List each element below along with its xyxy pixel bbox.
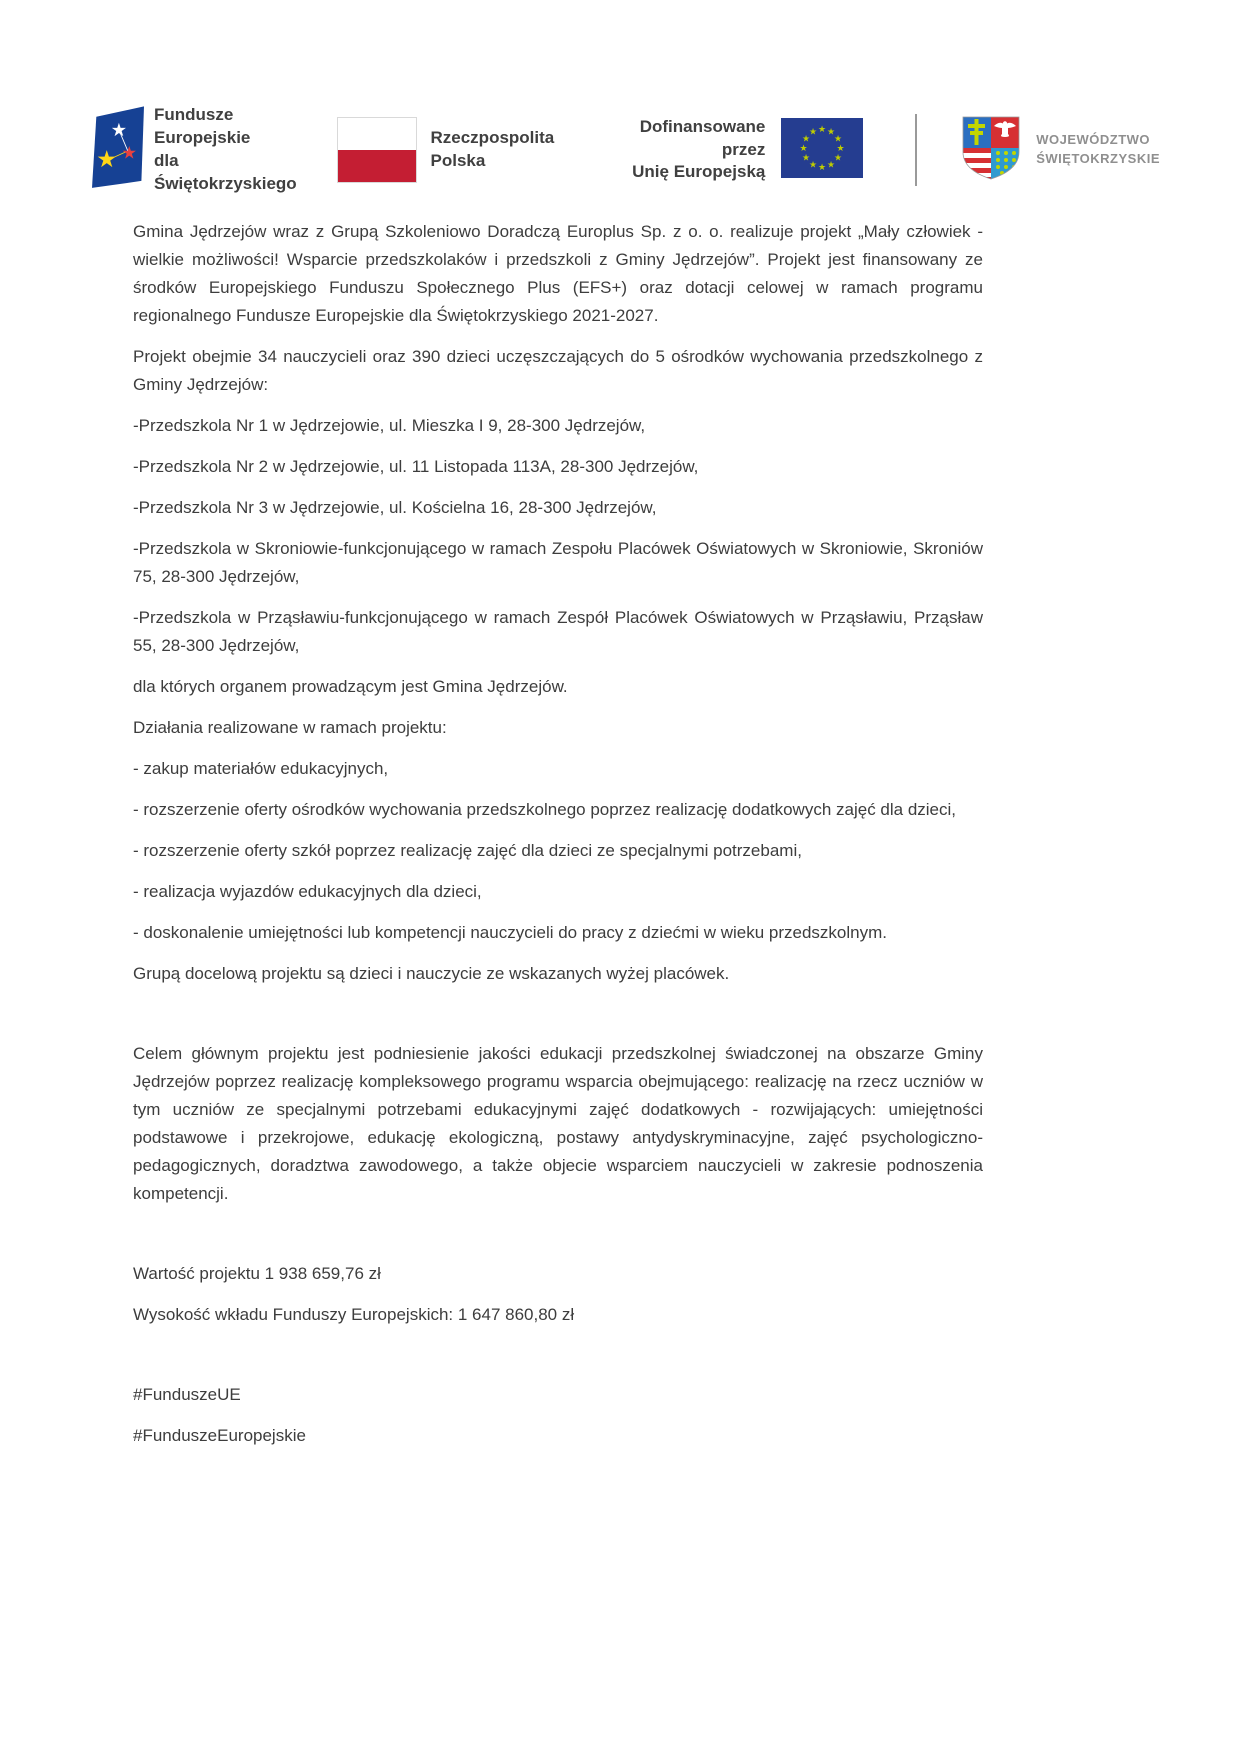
eu-funding-label: Dofinansowane przez Unię Europejską (632, 116, 766, 182)
fe-flag-icon (92, 103, 144, 198)
facility-item-3: -Przedszkola Nr 3 w Jędrzejowie, ul. Kościelna 16, 28-300 Jędrzejów, (133, 498, 657, 517)
svg-text:★: ★ (110, 119, 128, 141)
project-value-line: Wartość projektu 1 938 659,76 zł (133, 1264, 381, 1283)
svg-text:★: ★ (799, 143, 808, 154)
eu-logo-group (554, 116, 863, 185)
voivodeship-label: WOJEWÓDZTWO ŚWIĘTOKRZYSKIE (1036, 132, 1160, 166)
target-group-paragraph: Grupą docelową projektu są dzieci i nauczycie ze wskazanych wyżej placówek. (133, 964, 730, 983)
hashtag-fundusze-ue: #FunduszeUE (133, 1385, 241, 1404)
activities-heading: Działania realizowane w ramach projektu: (133, 718, 447, 737)
svg-text:★: ★ (809, 160, 818, 170)
poland-logo-group (317, 117, 555, 183)
activity-item-4: - realizacja wyjazdów edukacyjnych dla dzieci, (133, 882, 482, 901)
fe-logo-group (92, 103, 317, 198)
activity-item-5: - doskonalenie umiejętności lub kompetencji nauczycieli do pracy z dziećmi w wieku przedszkolnym. (133, 923, 888, 942)
voivodeship-logo-group (917, 116, 1160, 185)
svg-text:★: ★ (827, 160, 836, 170)
svg-text:★: ★ (802, 153, 811, 163)
svg-text:★: ★ (809, 127, 818, 137)
svg-text:★: ★ (834, 134, 843, 144)
logo-strip (92, 100, 1160, 200)
poland-label: Rzeczpospolita Polska (430, 128, 555, 170)
activity-item-3: - rozszerzenie oferty szkół poprzez realizację zajęć dla dzieci ze specjalnymi potrzebami, (133, 841, 802, 860)
activity-item-2: - rozszerzenie oferty ośrodków wychowania przedszkolnego poprzez realizację dodatkowych zajęć dla dzieci, (133, 800, 957, 819)
swietokrzyskie-coat-of-arms-icon (962, 116, 1020, 185)
activity-item-1: - zakup materiałów edukacyjnych, (133, 759, 389, 778)
main-goal-paragraph: Celem głównym projektu jest podniesienie jakości edukacji przedszkolnej świadczonej na obszarze Gminy Jędrzejów poprzez realizację kompleksowego programu wsparcia obejmującego: realizację na rzecz uczniów w tym uczniów ze specjalnymi potrzebami edukacyjnymi zajęć dodatkowych - rozwijających: umiejętności podstawowe i przekrojowe, edukację ekologiczną, postawy antydyskryminacyjne, zajęć psychologiczno-pedagogicznych, doradztwa zawodowego, a także objecie wsparciem nauczycieli w zakresie podnoszenia kompetencji. (133, 1044, 983, 1203)
facility-item-1: -Przedszkola Nr 1 w Jędrzejowie, ul. Mieszka I 9, 28-300 Jędrzejów, (133, 416, 646, 435)
project-scope-paragraph: Projekt obejmie 34 nauczycieli oraz 390 dzieci uczęszczających do 5 ośrodków wychowania przedszkolnego z Gminy Jędrzejów: (133, 347, 983, 394)
facility-item-2: -Przedszkola Nr 2 w Jędrzejowie, ul. 11 Listopada 113A, 28-300 Jędrzejów, (133, 457, 699, 476)
facility-item-5: -Przedszkola w Prząsławiu-funkcjonującego w ramach Zespół Placówek Oświatowych w Prząsławiu, Prząsław 55, 28-300 Jędrzejów, (133, 608, 983, 655)
governing-body-note: dla których organem prowadzącym jest Gmina Jędrzejów. (133, 677, 568, 696)
svg-text:★: ★ (827, 127, 836, 137)
svg-text:★: ★ (96, 144, 118, 173)
svg-text:★: ★ (818, 162, 827, 173)
document-body (133, 218, 983, 1463)
fe-logo-label: Fundusze Europejskie dla Świętokrzyskiego (154, 105, 297, 193)
svg-text:★: ★ (834, 153, 843, 163)
eu-flag-icon (781, 118, 863, 183)
svg-text:★: ★ (802, 134, 811, 144)
eu-contribution-line: Wysokość wkładu Funduszy Europejskich: 1 647 860,80 zł (133, 1305, 575, 1324)
poland-flag-icon (337, 117, 417, 183)
svg-text:★: ★ (836, 143, 845, 154)
hashtag-fundusze-europejskie: #FunduszeEuropejskie (133, 1426, 306, 1445)
project-intro-paragraph: Gmina Jędrzejów wraz z Grupą Szkoleniowo Doradczą Europlus Sp. z o. o. realizuje projekt „Mały człowiek - wielkie możliwości! Wsparcie przedszkolaków i przedszkoli z Gminy Jędrzejów”. Projekt jest finansowany ze środków Europejskiego Funduszu Społecznego Plus (EFS+) oraz dotacji celowej w ramach programu regionalnego Fundusze Europejskie dla Świętokrzyskiego 2021-2027. (133, 222, 983, 325)
facility-item-4: -Przedszkola w Skroniowie-funkcjonującego w ramach Zespołu Placówek Oświatowych w Skroniowie, Skroniów 75, 28-300 Jędrzejów, (133, 539, 983, 586)
svg-text:★: ★ (818, 124, 827, 135)
svg-text:★: ★ (121, 142, 138, 163)
